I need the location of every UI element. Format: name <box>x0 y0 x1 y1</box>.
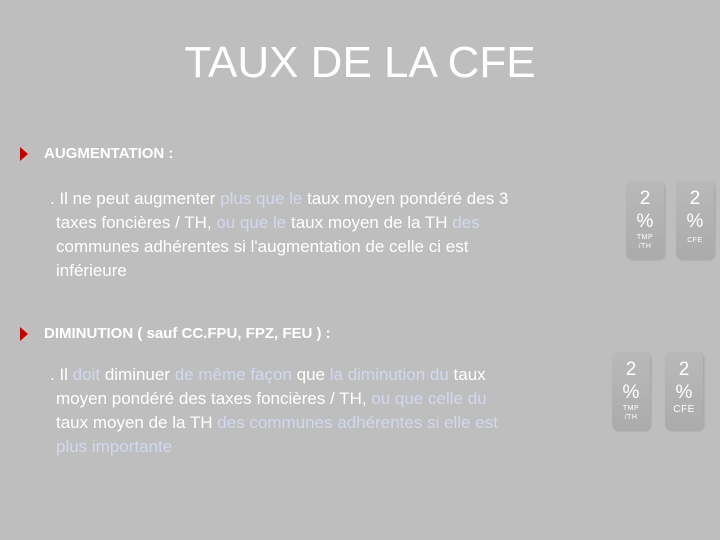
text-run-highlight: doit <box>72 365 105 384</box>
section-heading-diminution <box>20 325 331 342</box>
text-run: moyen pondéré des taxes foncières / TH, <box>56 389 372 408</box>
rate-value: 2 <box>678 359 690 380</box>
bullet-arrow-icon <box>20 327 28 341</box>
page-title: TAUX DE LA CFE <box>184 38 536 87</box>
text-run: communes adhérentes si l'augmentation de celle ci est <box>56 237 469 256</box>
text-run-highlight: la diminution du <box>329 365 454 384</box>
rate-value: 2 <box>639 188 651 209</box>
rate-label: TMP <box>622 405 640 412</box>
rate-label: /TH <box>638 243 652 250</box>
rate-unit: % <box>675 382 693 403</box>
text-run: inférieure <box>56 261 127 280</box>
rate-box-tmp-th <box>626 181 664 259</box>
paragraph-augmentation <box>50 187 620 283</box>
text-run: taux moyen pondéré des 3 <box>307 189 509 208</box>
paragraph-diminution <box>50 363 610 459</box>
text-run-highlight: plus importante <box>56 437 173 456</box>
text-run: taxes foncières / TH, <box>56 213 217 232</box>
text-run-highlight: ou que celle du <box>371 389 487 408</box>
text-run: . Il ne peut <box>50 189 135 208</box>
text-run: . Il <box>50 365 73 384</box>
text-run-highlight: des <box>452 213 480 232</box>
rate-unit: % <box>636 211 654 232</box>
rate-box-tmp-th-2 <box>612 352 650 430</box>
text-run: diminuer <box>104 365 175 384</box>
rate-label: CFE <box>687 237 703 244</box>
text-run-highlight: des communes adhérentes si elle est <box>217 413 498 432</box>
text-run: taux <box>453 365 486 384</box>
text-run: que <box>296 365 330 384</box>
rate-value: 2 <box>625 359 637 380</box>
text-run-highlight: ou que le <box>216 213 291 232</box>
text-run-highlight: de même façon <box>174 365 297 384</box>
rate-unit: % <box>622 382 640 403</box>
text-run: taux moyen de la TH <box>56 413 218 432</box>
rate-box-cfe <box>676 181 714 259</box>
rate-label: TMP <box>636 234 654 241</box>
text-run: augmenter <box>134 189 221 208</box>
bullet-arrow-icon <box>20 147 28 161</box>
section-heading-text: AUGMENTATION : <box>44 145 174 162</box>
section-heading-augmentation <box>20 145 173 162</box>
section-heading-text: DIMINUTION ( sauf CC.FPU, FPZ, FEU ) : <box>44 325 331 342</box>
rate-unit: % <box>686 211 704 232</box>
text-run: taux moyen de la TH <box>291 213 453 232</box>
rate-box-cfe-2 <box>665 352 703 430</box>
rate-label: /TH <box>624 414 638 421</box>
text-run-highlight: plus que le <box>220 189 308 208</box>
rate-label: CFE <box>673 404 695 415</box>
rate-value: 2 <box>689 188 701 209</box>
